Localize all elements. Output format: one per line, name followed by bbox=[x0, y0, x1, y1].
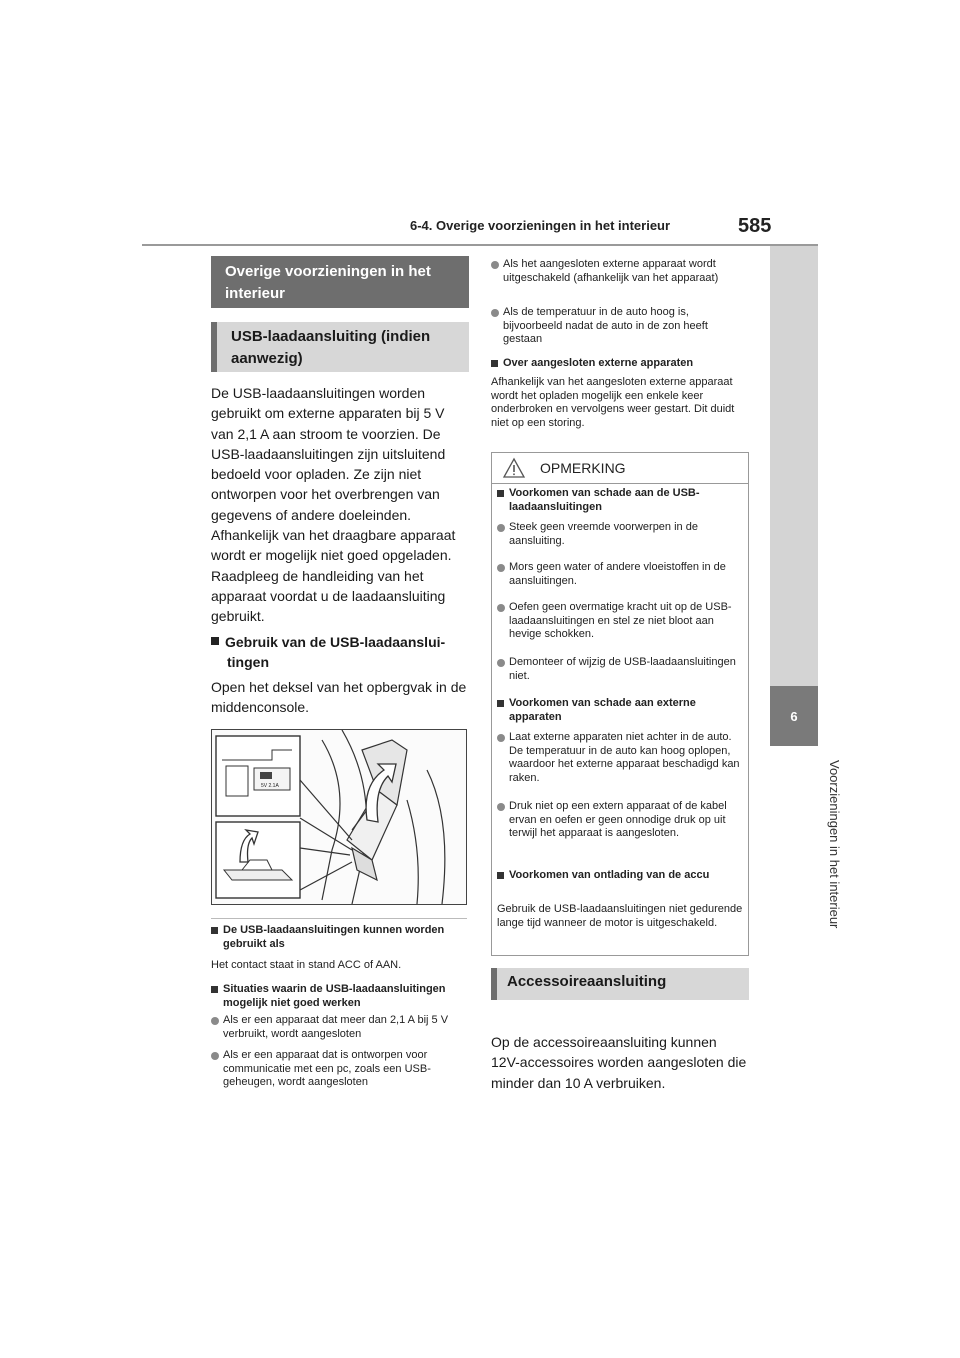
chapter-tab-label: Voorzieningen in het interieur bbox=[827, 760, 842, 929]
bullet-dot-icon bbox=[497, 524, 505, 532]
square-bullet-icon bbox=[211, 927, 218, 934]
running-header-section: 6-4. Overige voorzieningen in het interieur bbox=[410, 218, 671, 233]
note-bullet-3: Als het aangesloten externe apparaat wordt uitgeschakeld (afhankelijk van het apparaat) bbox=[491, 258, 749, 285]
note-external-heading: Over aangesloten externe apparaten bbox=[491, 357, 749, 371]
square-bullet-icon bbox=[497, 700, 504, 707]
notice-title: OPMERKING bbox=[540, 460, 626, 476]
notice-bullet-1: Steek geen vreemde voorwerpen in de aansluiting. bbox=[497, 521, 743, 548]
notice-bullet-6: Druk niet op een extern apparaat of de kabel ervan en oefen er geen onnodige druk op uit terwijl het apparaat is aangesloten. bbox=[497, 800, 743, 841]
bullet-dot-icon bbox=[491, 261, 499, 269]
figure-rule bbox=[211, 918, 467, 919]
note-external-text: Afhankelijk van het aangesloten externe apparaat wordt het opladen mogelijk een enkele keer onderbroken en vervolgens weer gestart. Dit duidt niet op een storing. bbox=[491, 376, 735, 429]
page-number: 585 bbox=[738, 215, 772, 237]
bullet-dot-icon bbox=[497, 564, 505, 572]
usb-port-label: 5V 2.1A bbox=[261, 783, 279, 789]
note-situations-heading: Situaties waarin de USB-laadaansluitingen mogelijk niet goed werken bbox=[211, 983, 469, 1010]
bullet-dot-icon bbox=[497, 734, 505, 742]
square-bullet-icon bbox=[497, 872, 504, 879]
notice-heading-1: Voorkomen van schade aan de USB-laadaansluitingen bbox=[497, 487, 743, 514]
square-bullet-icon bbox=[211, 986, 218, 993]
notice-text-3: Gebruik de USB-laadaansluitingen niet gedurende lange tijd wanneer de motor is uitgeschakeld. bbox=[497, 903, 743, 929]
accessory-paragraph: Op de accessoireaansluiting kunnen 12V-accessoires worden aangesloten die minder dan 10 A verbruiken. bbox=[491, 1034, 747, 1091]
section-title: Overige voorzieningen in het interieur bbox=[211, 256, 469, 308]
bullet-dot-icon bbox=[497, 803, 505, 811]
notice-heading-2: Voorkomen van schade aan externe apparaten bbox=[497, 697, 743, 724]
note-bullet-4: Als de temperatuur in de auto hoog is, bijvoorbeeld nadat de auto in de zon heeft gestaan bbox=[491, 306, 749, 347]
square-bullet-icon bbox=[491, 360, 498, 367]
bullet-dot-icon bbox=[211, 1017, 219, 1025]
bullet-dot-icon bbox=[497, 604, 505, 612]
notice-bullet-3: Oefen geen overmatige kracht uit op de USB-laadaansluitingen en stel ze niet bloot aan hevige schokken. bbox=[497, 601, 743, 642]
usb-use-text: Open het deksel van het opbergvak in de middenconsole. bbox=[211, 679, 467, 716]
note-bullet-1: Als er een apparaat dat meer dan 2,1 A bij 5 V verbruikt, wordt aangesloten bbox=[211, 1014, 469, 1041]
note-bullet-2: Als er een apparaat dat is ontworpen voor communicatie met een pc, zoals een USB-geheugen, wordt aangesloten bbox=[211, 1049, 469, 1090]
note-when-usable-heading: De USB-laadaansluitingen kunnen worden gebruikt als bbox=[211, 924, 469, 951]
accessory-subsection-title: Accessoireaansluiting bbox=[491, 968, 749, 1000]
bullet-dot-icon bbox=[497, 659, 505, 667]
header-rule bbox=[142, 244, 818, 246]
usb-subsection-title: USB-laadaansluiting (indien aanwezig) bbox=[211, 322, 469, 372]
notice-bullet-2: Mors geen water of andere vloeistoffen in de aansluitingen. bbox=[497, 561, 743, 588]
notice-bullet-4: Demonteer of wijzig de USB-laadaansluitingen niet. bbox=[497, 656, 743, 683]
notice-bullet-5: Laat externe apparaten niet achter in de auto. De temperatuur in de auto kan hoog oplopen, waardoor het externe apparaat beschadigd kan raken. bbox=[497, 731, 743, 785]
square-bullet-icon bbox=[211, 637, 219, 645]
side-tab-strip bbox=[770, 246, 818, 686]
console-drawing bbox=[212, 730, 466, 904]
square-bullet-icon bbox=[497, 490, 504, 497]
notice-heading-3: Voorkomen van ontlading van de accu bbox=[497, 869, 743, 883]
bullet-dot-icon bbox=[491, 309, 499, 317]
chapter-tab-number: 6 bbox=[770, 686, 818, 746]
usb-use-heading: Gebruik van de USB-laadaanslui- tingen bbox=[211, 632, 469, 672]
warning-triangle-icon bbox=[502, 457, 526, 479]
note-when-usable-text: Het contact staat in stand ACC of AAN. bbox=[211, 959, 402, 971]
usb-intro-paragraph: De USB-laadaansluitingen worden gebruikt om externe apparaten bij 5 V van 2,1 A aan stroom te voorzien. De USB-laadaansluitingen zijn uitsluitend bedoeld voor opladen. Ze zijn niet ontworpen voor het overbrengen van gegevens of andere doeleinden. Afhankelijk van het draagbare apparaat wordt er mogelijk niet goed opgeladen. Raadpleeg de handleiding van het apparaat voordat u de laadaansluiting gebruikt. bbox=[211, 385, 456, 625]
bullet-dot-icon bbox=[211, 1052, 219, 1060]
usb-console-illustration bbox=[211, 729, 467, 905]
